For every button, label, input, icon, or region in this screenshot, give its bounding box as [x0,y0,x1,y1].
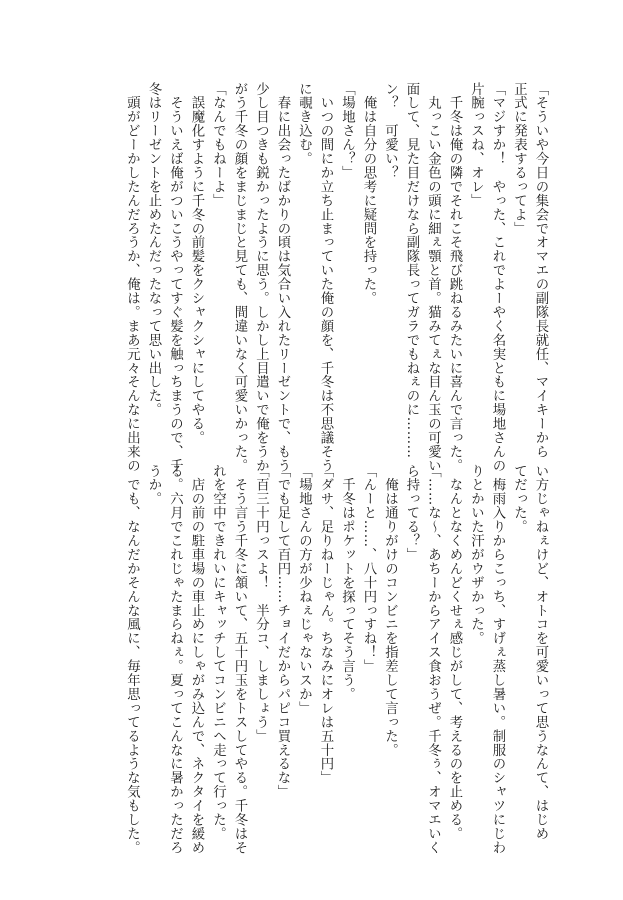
text-line: ン？ 可愛い？ [382,82,398,180]
text-line: 「そういや今日の集会でオマエの副隊長就任、マイキーから [533,82,548,459]
text-line: うか。 [146,464,161,506]
text-line: そういえば俺がついこうやってすぐ髪を触っちまうので、千 [167,82,183,473]
bottom-text-block [71,464,551,855]
text-line: がう千冬の顔をまじまじと見ても、間違いなく可愛いかった。 [232,82,247,473]
text-line: いつの間にか立ち止まっていた俺の顔を、千冬は不思議そう [318,82,333,473]
text-line: 「でも足して百円……チョイだからパピコ買えるな」 [275,464,290,799]
text-line: 「場地さん？」 [339,82,355,180]
top-text-block [71,82,551,473]
text-line: 「ダサ、足りねーじゃん。ちなみにオレは五十円」 [318,464,333,785]
text-line: でも、なんだかそんな風に、毎年思ってるような気もした。 [124,464,140,855]
text-line: 「百三十円っスよ！ 半分コ、しましょう」 [253,464,269,743]
text-line: ら持ってる？」 [404,464,419,562]
text-line: 誤魔化すように千冬の前髪をクシャクシャにしてやる。 [189,82,204,445]
text-line: 「マジすか！ やった、これでよーやく名実ともに場地さんの [490,82,505,473]
text-line: てだった。 [511,464,527,534]
text-line: 面して、見た目だけなら副隊長ってガラでもねぇのに……… [404,82,419,459]
text-line: 正式に発表するってよ」 [511,82,527,236]
text-line: 俺は自分の思考に疑問を持った。 [361,82,376,306]
text-line: 「んーと……、八十円っすね！」 [361,464,376,674]
text-line: なんとなくめんどくせぇ感じがして、考えるのを止める。 [447,464,462,841]
text-line: 千冬は俺の隣でそれこそ飛び跳ねるみたいに喜んで言った。 [447,82,462,473]
text-line: りとかいた汗がウザかった。 [468,464,484,646]
text-line: 丸っこい金色の頭に細ぇ顎と首。猫みてぇな目ん玉の可愛い [425,82,441,473]
text-line: れを空中できれいにキャッチしてコンビニへ走って行った。 [210,464,226,841]
text-line: に覗き込む。 [296,82,312,166]
text-line: 梅雨入りからこっち、すげぇ蒸し暑い。制服のシャツにじわ [490,464,505,855]
text-line: 春に出会ったばかりの頃は気合い入れたリーゼントで、もう [275,82,290,473]
text-line: 冬はリーゼントを止めたんだったなって思い出した。 [146,82,161,417]
text-line: る。六月でこれじゃたまらねぇ。夏ってこんなに暑かっただろ [167,464,183,855]
text-line: 俺は通りがけのコンビニを指差して言った。 [382,464,398,757]
text-line: 頭がどーかしたんだろうか、俺は。まあ元々そんなに出来の [124,82,140,473]
text-line: 「場地さんの方が少ねぇじゃないスか」 [296,464,312,716]
text-line: 片腕っスね、オレ」 [468,82,484,208]
text-line: 店の前の駐車場の車止めにしゃがみ込んで、ネクタイを緩め [189,464,204,855]
text-line: 「……な～、あちーからアイス食おうぜ。千冬ぅ、オマエいく [425,464,441,855]
text-line: 少し目つきも鋭かったように思う。しかし上目遣いで俺をうか [253,82,269,473]
text-line: そう言う千冬に頷いて、五十円玉をトスしてやる。千冬はそ [232,464,247,855]
text-line: 「なんでもねーよ」 [210,82,226,208]
text-line: 千冬はポケットを探ってそう言う。 [339,464,355,702]
text-line: い方じゃねぇけど、オトコを可愛いって思うなんて、はじめ [533,464,548,841]
